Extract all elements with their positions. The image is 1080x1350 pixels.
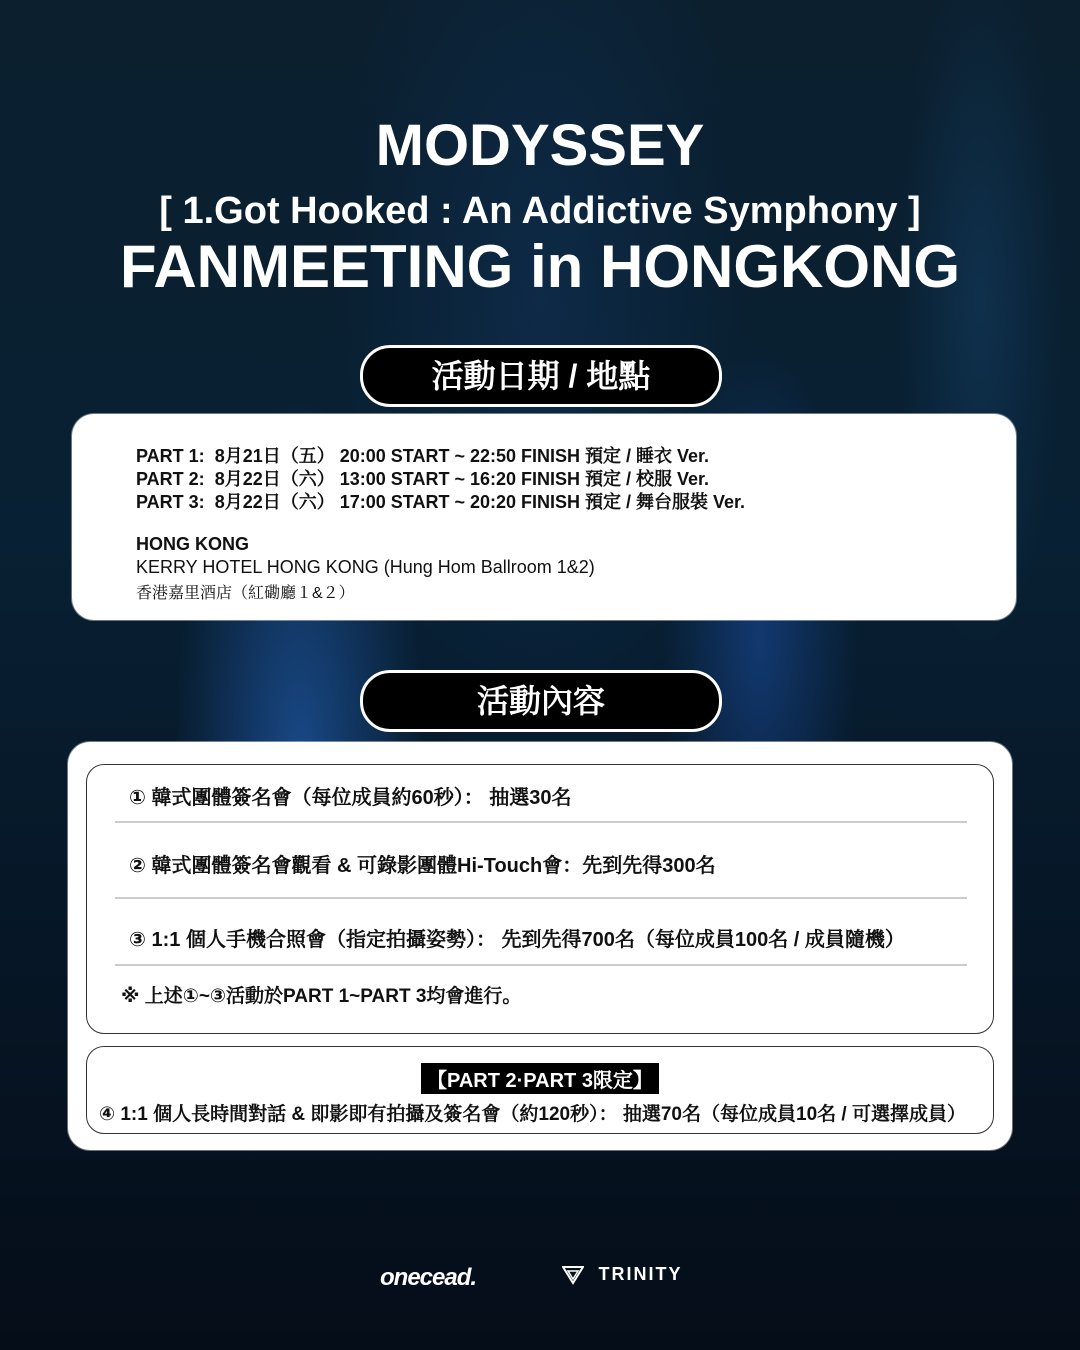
trinity-label: TRINITY <box>598 1264 683 1284</box>
content-card <box>68 742 1012 1150</box>
venue-en: KERRY HOTEL HONG KONG (Hung Hom Ballroom 1&2) <box>136 557 595 577</box>
subtitle: [ 1.Got Hooked : An Addictive Symphony ] <box>159 190 921 232</box>
venue-zh: 香港嘉里酒店（紅磡廳１&２） <box>136 585 355 602</box>
content-heading: 活動內容 <box>360 670 722 732</box>
activity-item-3: ③ 1:1 個人手機合照會（指定拍攝姿勢）： 先到先得700名（每位成員100名 / 成員隨機） <box>129 929 905 951</box>
activities-box <box>86 764 994 1034</box>
divider <box>115 964 967 966</box>
special-badge: 【PART 2·PART 3限定】 <box>421 1063 659 1094</box>
trinity-icon <box>562 1265 584 1285</box>
schedule-card <box>72 414 1016 620</box>
activity-item-1: ① 韓式團體簽名會（每位成員約60秒）： 抽選30名 <box>129 787 572 809</box>
venue-city: HONG KONG <box>136 534 250 554</box>
schedule-part-3: PART 3: 8月22日（六） 17:00 START ~ 20:20 FINISH 預定 / 舞台服裝 Ver. <box>136 492 746 512</box>
special-item: ④ 1:1 個人長時間對話 & 即影即有拍攝及簽名會（約120秒）： 抽選70名（每位成員10名 / 可選擇成員） <box>99 1104 966 1125</box>
event-title: FANMEETING in HONGKONG <box>120 233 960 300</box>
divider <box>115 821 967 823</box>
schedule-heading: 活動日期 / 地點 <box>360 345 722 407</box>
main-title: MODYSSEY <box>375 113 705 178</box>
special-box <box>86 1046 994 1134</box>
schedule-part-2: PART 2: 8月22日（六） 13:00 START ~ 16:20 FINISH 預定 / 校服 Ver. <box>136 469 710 489</box>
activity-note: ※ 上述①~③活動於PART 1~PART 3均會進行。 <box>121 986 522 1007</box>
onecead-logo: onecead. <box>380 1264 477 1291</box>
activity-item-2: ② 韓式團體簽名會觀看 & 可錄影團體Hi-Touch會：先到先得300名 <box>129 855 716 877</box>
trinity-logo <box>562 1264 682 1285</box>
divider <box>115 897 967 899</box>
schedule-part-1: PART 1: 8月21日（五） 20:00 START ~ 22:50 FINISH 預定 / 睡衣 Ver. <box>136 446 710 466</box>
